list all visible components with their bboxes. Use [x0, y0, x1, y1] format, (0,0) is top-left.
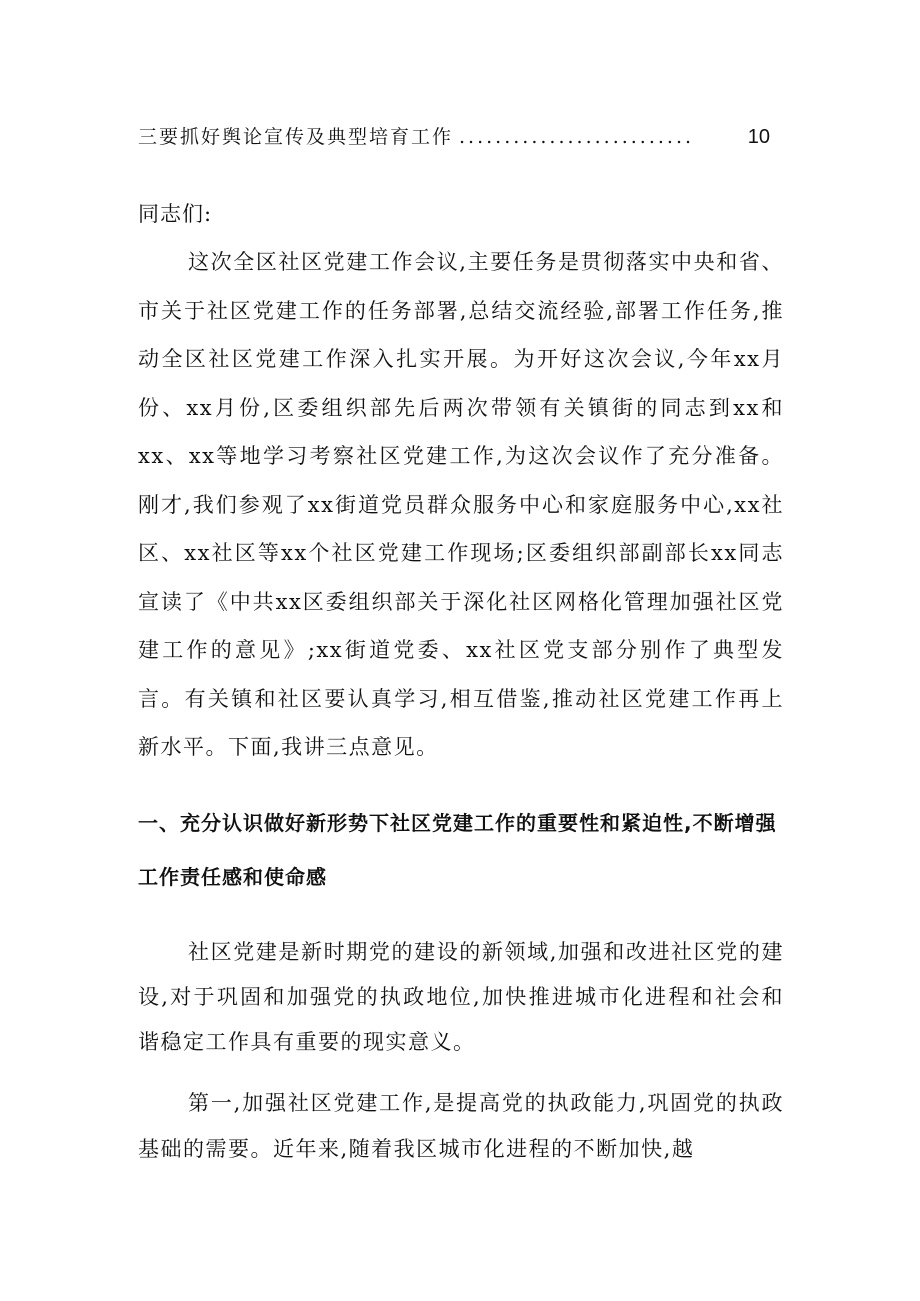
section-one-body: 社区党建是新时期党的建设的新领域,加强和改进社区党的建设,对于巩固和加强党的执政地位,加快推进城市化进程和社会和谐稳定工作具有重要的现实意义。	[138, 940, 784, 1054]
toc-leader-dots: ..........................	[459, 126, 695, 148]
toc-entry-title: 三要抓好舆论宣传及典型培育工作	[138, 126, 454, 148]
salutation: 同志们:	[138, 202, 213, 226]
intro-paragraph: 这次全区社区党建工作会议,主要任务是贯彻落实中央和省、市关于社区党建工作的任务部署,总结交流经验,部署工作任务,推动全区社区党建工作深入扎实开展。为开好这次会议,今年xx月份、xx月份,区委组织部先后两次带领有关镇街的同志到xx和xx、xx等地学习考察社区党建工作,为这次会议作了充分准备。刚才,我们参观了xx街道党员群众服务中心和家庭服务中心,xx社区、xx社区等xx个社区党建工作现场;区委组织部副部长xx同志宣读了《中共xx区委组织部关于深化社区网格化管理加强社区党建工作的意见》;xx街道党委、xx社区党支部分别作了典型发言。有关镇和社区要认真学习,相互借鉴,推动社区党建工作再上新水平。下面,我讲三点意见。	[138, 250, 784, 759]
section-one-heading: 一、充分认识做好新形势下社区党建工作的重要性和紧迫性,不断增强工作责任感和使命感	[138, 811, 777, 889]
toc-entry[interactable]	[138, 122, 770, 149]
toc-page-number: 10	[747, 126, 770, 148]
point-one-paragraph: 第一,加强社区党建工作,是提高党的执政能力,巩固党的执政基础的需要。近年来,随着我区城市化进程的不断加快,越	[138, 1091, 784, 1161]
